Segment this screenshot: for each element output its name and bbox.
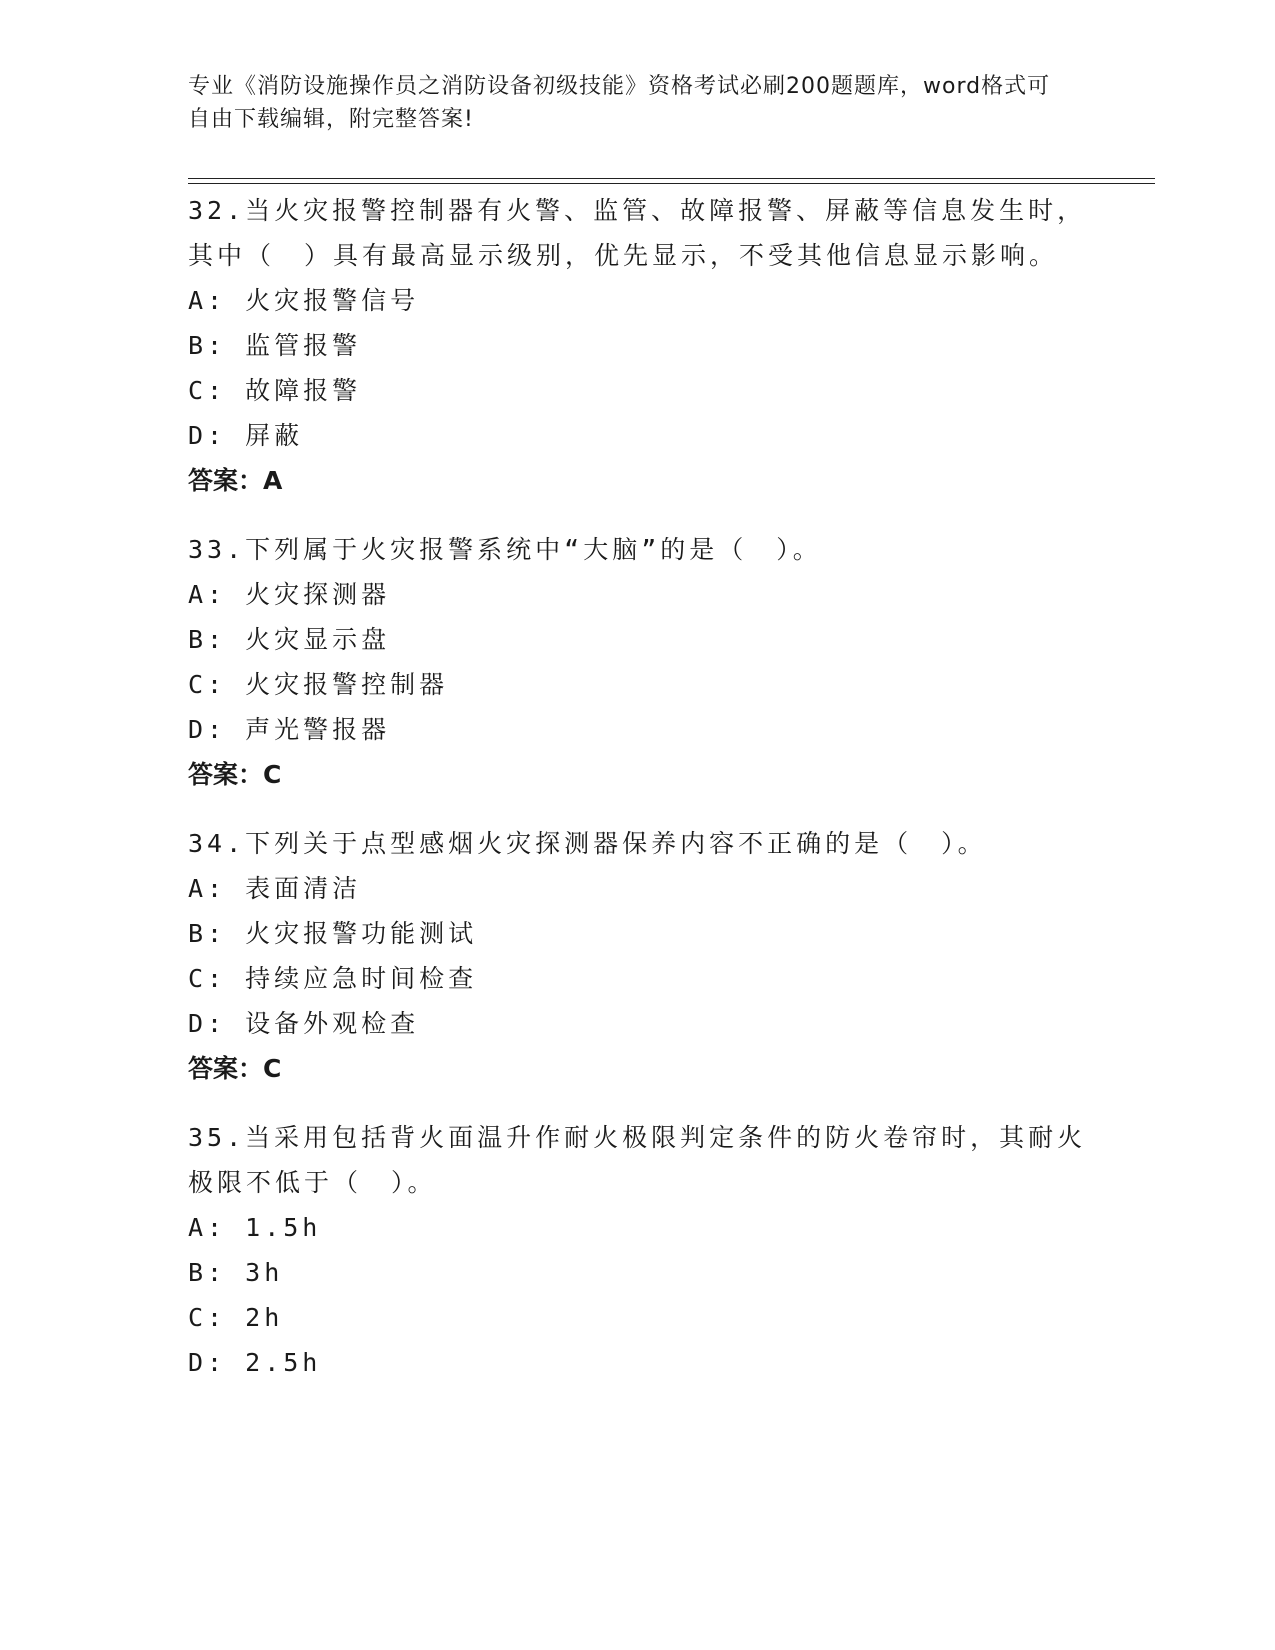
option-a: A: 火灾探测器 xyxy=(188,580,391,609)
option-a: A: 火灾报警信号 xyxy=(188,286,420,315)
answer-line: 答案：C xyxy=(188,760,282,789)
question-35 xyxy=(188,1115,1088,1385)
question-list xyxy=(188,188,1088,1409)
question-text: 32.当火灾报警控制器有火警、监管、故障报警、屏蔽等信息发生时，其中（ ）具有最高显示级别，优先显示，不受其他信息显示影响。 xyxy=(188,196,1087,270)
question-32 xyxy=(188,188,1088,503)
option-a: A: 1.5h xyxy=(188,1213,322,1242)
option-b: B: 火灾显示盘 xyxy=(188,625,391,654)
header-divider xyxy=(188,178,1155,184)
question-33 xyxy=(188,527,1088,797)
option-c: C: 2h xyxy=(188,1303,284,1332)
option-b: B: 火灾报警功能测试 xyxy=(188,919,478,948)
answer-line: 答案：C xyxy=(188,1054,282,1083)
option-d: D: 2.5h xyxy=(188,1348,322,1377)
option-b: B: 3h xyxy=(188,1258,284,1287)
document-intro: 专业《消防设施操作员之消防设备初级技能》资格考试必刷200题题库，word格式可自由下载编辑，附完整答案! xyxy=(188,74,1051,132)
question-text: 33.下列属于火灾报警系统中“大脑”的是（ ）。 xyxy=(188,535,822,564)
option-a: A: 表面清洁 xyxy=(188,874,362,903)
question-text: 35.当采用包括背火面温升作耐火极限判定条件的防火卷帘时，其耐火极限不低于（ ）。 xyxy=(188,1123,1087,1197)
answer-line: 答案：A xyxy=(188,466,283,495)
option-c: C: 故障报警 xyxy=(188,376,362,405)
option-c: C: 持续应急时间检查 xyxy=(188,964,478,993)
question-text: 34.下列关于点型感烟火灾探测器保养内容不正确的是（ ）。 xyxy=(188,829,987,858)
option-d: D: 屏蔽 xyxy=(188,421,304,450)
option-b: B: 监管报警 xyxy=(188,331,362,360)
option-c: C: 火灾报警控制器 xyxy=(188,670,449,699)
question-34 xyxy=(188,821,1088,1091)
option-d: D: 设备外观检查 xyxy=(188,1009,420,1038)
option-d: D: 声光警报器 xyxy=(188,715,391,744)
